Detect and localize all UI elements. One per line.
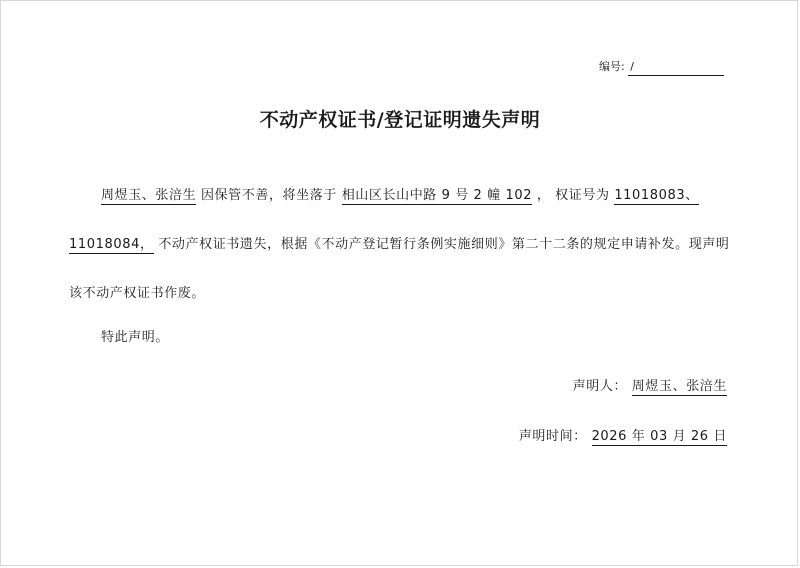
text-main: 不动产权证书遗失，根据《不动产登记暂行条例实施细则》第二十二条的规定申请补发。现声明该不动产权证书作废。 <box>69 237 730 301</box>
declarant-label: 声明人： <box>572 379 628 394</box>
date-row <box>519 425 727 444</box>
declarant-names: 周煜玉、张涪生 <box>101 188 197 203</box>
date-value: 2026 年 03 月 26 日 <box>591 429 727 444</box>
serial-value: / <box>628 59 724 76</box>
document-title: 不动产权证书/登记证明遗失声明 <box>259 109 541 131</box>
text-cert-no: ， 权证号为 <box>536 188 610 203</box>
certificate-numbers: 11018083、11018084， <box>69 188 699 252</box>
date-label: 声明时间： <box>518 429 587 444</box>
declarant-value: 周煜玉、张涪生 <box>631 379 727 394</box>
declarant-row <box>573 375 727 394</box>
body-paragraph <box>69 171 733 318</box>
special-statement: 特此声明。 <box>101 330 170 345</box>
serial-label: 编号: <box>599 60 625 73</box>
serial-number <box>599 59 724 76</box>
text-reason: 因保管不善，将坐落于 <box>200 188 337 203</box>
property-location: 相山区长山中路 9 号 2 幢 102 <box>341 188 533 203</box>
